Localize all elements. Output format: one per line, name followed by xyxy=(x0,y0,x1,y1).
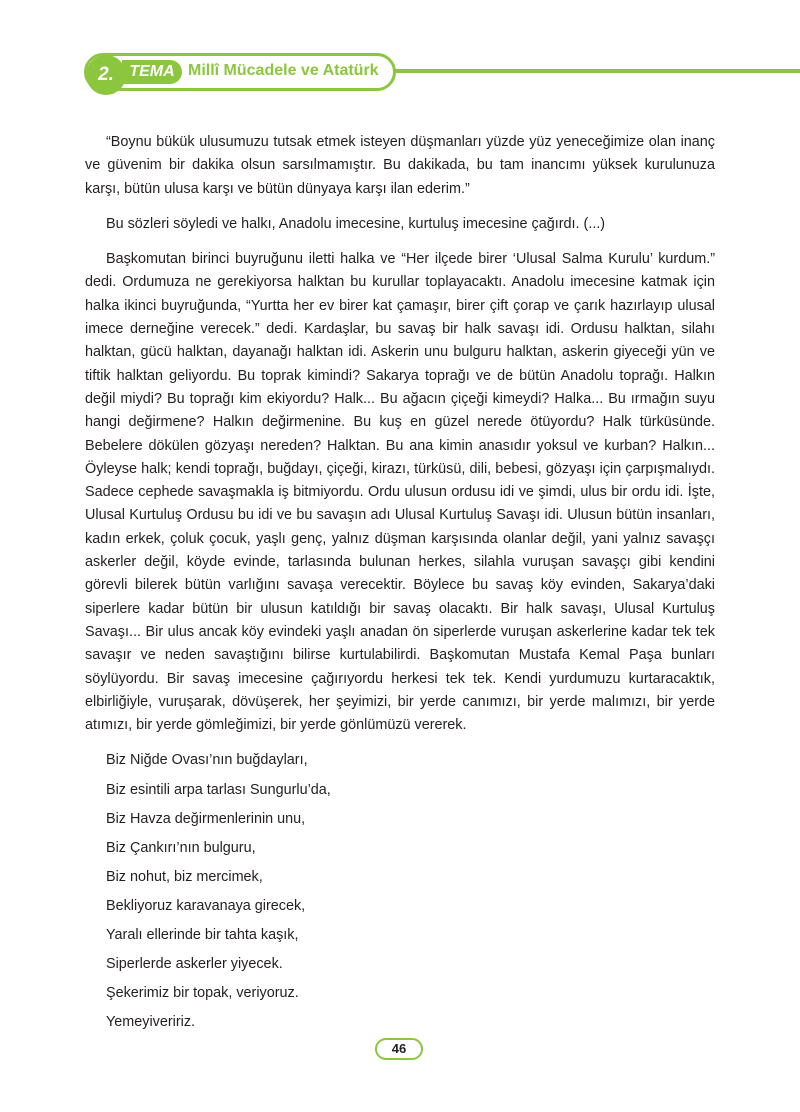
theme-number-badge: 2. xyxy=(86,55,126,95)
poem-line: Yaralı ellerinde bir tahta kaşık, xyxy=(106,926,299,943)
poem-line: Bekliyoruz karavanaya girecek, xyxy=(106,897,306,914)
poem-line: Biz esintili arpa tarlası Sungurlu’da, xyxy=(106,781,331,798)
paragraph-quote: “Boynu bükük ulusumuzu tutsak etmek isteyen düşmanları yüzde yüz yeneceğimize olan inanç ve güvenim bir dakika olsun sarsılmamıştır. Bu dakikada, bu tam inancımı yüksek kurulunuza karşı, bütün ulusa karşı ve bütün dünyaya karşı ilan ederim.” xyxy=(85,134,715,197)
poem-line: Yemeyiveririz. xyxy=(106,1014,196,1031)
header-rule xyxy=(384,69,800,73)
paragraph-main: Başkomutan birinci buyruğunu iletti halka ve “Her ilçede birer ‘Ulusal Salma Kurulu’ kurdum.” dedi. Ordumuza ne gerekiyorsa halktan bu kurullar toplayacaktı. Anadolu imecesine katmak için halka ikinci buyruğunda, “Yurtta her ev birer kat çamaşır, birer çift çorap ve çarık hazırlayıp ulusal imece derneğine verecek.” dedi. Kardaşlar, bu savaş bir halk savaşı idi. Ordusu halktan, silahı halktan, gücü halktan, dayanağı halktan idi. Askerin unu bulguru halktan, askerin giyeceği yün ve tiftik halktan geliyordu. Bu toprak kimindi? Sakarya toprağı ve de bütün Anadolu toprağı. Halkın değil miydi? Bu toprağı kim ekiyordu? Halk... Bu ağacın çiçeği kimeydi? Halka... Bu ırmağın suyu hangi değirmene? Halkın değirmenine. Bu kuş en güzel nerede ötüyordu? Halk türküsünde. Bebelere dökülen gözyaşı nereden? Halktan. Bu ana kimin anasıdır yoksul ve kurban? Halkın... Öyleyse halk; kendi toprağı, buğdayı, çiçeği, kirazı, türküsü, dili, bebesi, gözyaşı için çarpışmalıydı. Sadece cephede savaşmakla iş bitmiyordu. Ordu ulusun ordusu idi ve şimdi, ulus bir ordu idi. İşte, Ulusal Kurtuluş Ordusu bu idi ve bu savaşın adı Ulusal Kurtuluş Savaşı idi. Ulusun bütün insanları, kadın erkek, çoluk çocuk, yaşlı genç, yalnız düşman karşısında olanlar değil, yani yalnız savaşçı askerler değil, köyde evinde, tarlasında bulunan herkes, silahla vuruşan savaşçı gibi kendini görevli bilerek bütün varlığını savaşa verecektir. Böylece bu savaş köy evinden, Sakarya’daki siperlere kadar bütün bir ulusun katıldığı bir savaş olacaktı. Bir halk savaşı, Ulusal Kurtuluş Savaşı... Bir ulus ancak köy evindeki yaşlı anadan ön siperlerde vuruşan askerlerine kadar tek tek savaşır ve neden savaştığını bilirse kurtulabilirdi. Başkomutan Mustafa Kemal Paşa bunları söylüyordu. Bir savaş imecesine çağırıyordu herkesi tek tek. Kendi yurdumuzu kurtaracaktık, elbirliğiyle, vuruşarak, dövüşerek, her şeyimizi, bir yerde canımızı, bir yerde malımızı, bir yerde atımızı, bir yerde gömleğimizi, bir yerde gönlümüzü vererek. xyxy=(85,251,715,734)
chapter-header xyxy=(84,53,800,97)
poem-line: Biz nohut, biz mercimek, xyxy=(106,868,263,885)
poem-line: Biz Havza değirmenlerinin unu, xyxy=(106,810,306,827)
theme-label: TEMA xyxy=(122,60,182,84)
poem-line: Biz Çankırı’nın bulguru, xyxy=(106,839,256,856)
page-body xyxy=(85,131,715,1040)
poem-line: Biz Niğde Ovası’nın buğdayları, xyxy=(106,752,308,769)
chapter-title: Millî Mücadele ve Atatürk xyxy=(188,62,379,79)
poem-line: Şekerimiz bir topak, veriyoruz. xyxy=(106,985,299,1002)
poem-line: Siperlerde askerler yiyecek. xyxy=(106,956,283,973)
poem xyxy=(85,749,715,1040)
page-number: 46 xyxy=(375,1038,423,1060)
paragraph-intro: Bu sözleri söyledi ve halkı, Anadolu imecesine, kurtuluş imecesine çağırdı. (...) xyxy=(106,215,606,232)
